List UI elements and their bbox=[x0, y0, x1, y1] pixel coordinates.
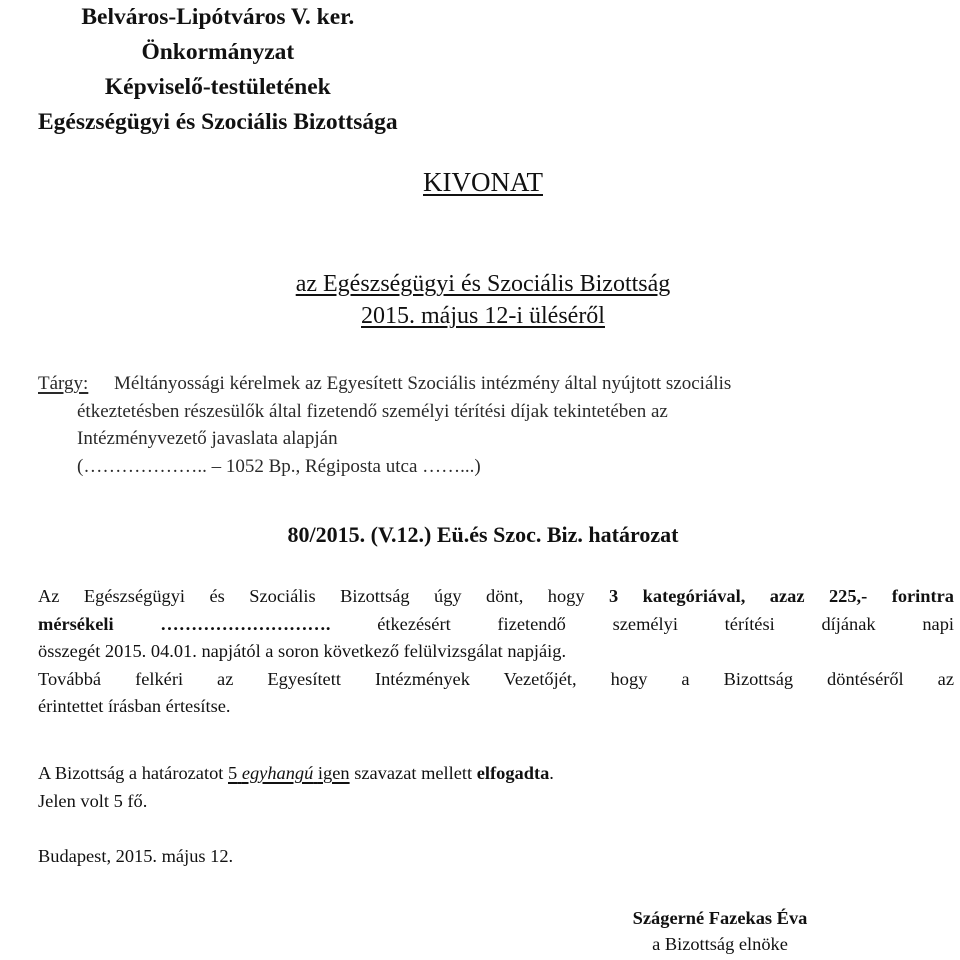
decision-p1-start: Az Egészségügyi és Szociális Bizottság úgy dönt, hogy bbox=[38, 586, 585, 606]
org-line-1: Belváros-Lipótváros V. ker. bbox=[81, 4, 355, 30]
signer-title: a Bizottság elnöke bbox=[652, 934, 788, 954]
org-line-2: Önkormányzat bbox=[141, 39, 295, 65]
decision-p1-rest: étkezésért fizetendő személyi térítési díjának napi bbox=[377, 613, 954, 634]
document-title-block bbox=[0, 167, 960, 198]
meeting-line-2: 2015. május 12-i üléséről bbox=[361, 303, 605, 329]
subject-label: Tárgy: bbox=[38, 373, 89, 394]
subject-line-4: (……………….. – 1052 Bp., Régiposta utca ……...) bbox=[77, 455, 481, 477]
org-line-4: Egészségügyi és Szociális Bizottsága bbox=[38, 109, 398, 135]
subject-line-1: Méltányossági kérelmek az Egyesített Szociális intézmény által nyújtott szociális bbox=[114, 373, 732, 394]
vote-unanimous: egyhangú bbox=[241, 763, 314, 783]
signature-block bbox=[560, 905, 880, 957]
subject-line-3: Intézményvezető javaslata alapján bbox=[77, 428, 338, 449]
vote-record bbox=[38, 760, 554, 815]
issuing-body bbox=[38, 0, 398, 140]
subject-line-2: étkeztetésben részesülők által fizetendő személyi térítési díjak tekintetében az bbox=[77, 400, 668, 422]
decision-number: 80/2015. (V.12.) Eü.és Szoc. Biz. határozat bbox=[287, 522, 679, 547]
decision-text bbox=[38, 583, 954, 721]
decision-p2-line-2: érintettet írásban értesítse. bbox=[38, 696, 231, 716]
vote-part-1: A Bizottság a határozatot bbox=[38, 763, 224, 783]
meeting-line-1: az Egészségügyi és Szociális Bizottság bbox=[295, 271, 671, 297]
vote-count: 5 egyhangú igen bbox=[228, 763, 350, 783]
decision-p1-end: összegét 2015. 04.01. napjától a soron következő felülvizsgálat napjáig. bbox=[38, 641, 567, 661]
decision-p1-bold: 3 kategóriával, azaz 225,- forintra bbox=[609, 586, 954, 606]
meeting-heading bbox=[0, 268, 960, 332]
vote-period: . bbox=[549, 763, 554, 783]
org-line-3: Képviselő-testületének bbox=[104, 74, 331, 100]
subject-block bbox=[38, 370, 731, 480]
vote-part-2: szavazat mellett bbox=[354, 763, 473, 783]
vote-igen: igen bbox=[317, 763, 350, 783]
place-date: Budapest, 2015. május 12. bbox=[38, 846, 234, 866]
decision-p1-bold2: mérsékeli ………………………. bbox=[38, 613, 331, 634]
vote-result: elfogadta bbox=[476, 763, 550, 783]
signer-name: Szágerné Fazekas Éva bbox=[632, 908, 808, 928]
document-title: KIVONAT bbox=[423, 167, 543, 197]
attendance: Jelen volt 5 fő. bbox=[38, 790, 148, 811]
decision-p2-line-1: Továbbá felkéri az Egyesített Intézmények Vezetőjét, hogy a Bizottság döntéséről az bbox=[38, 668, 954, 689]
